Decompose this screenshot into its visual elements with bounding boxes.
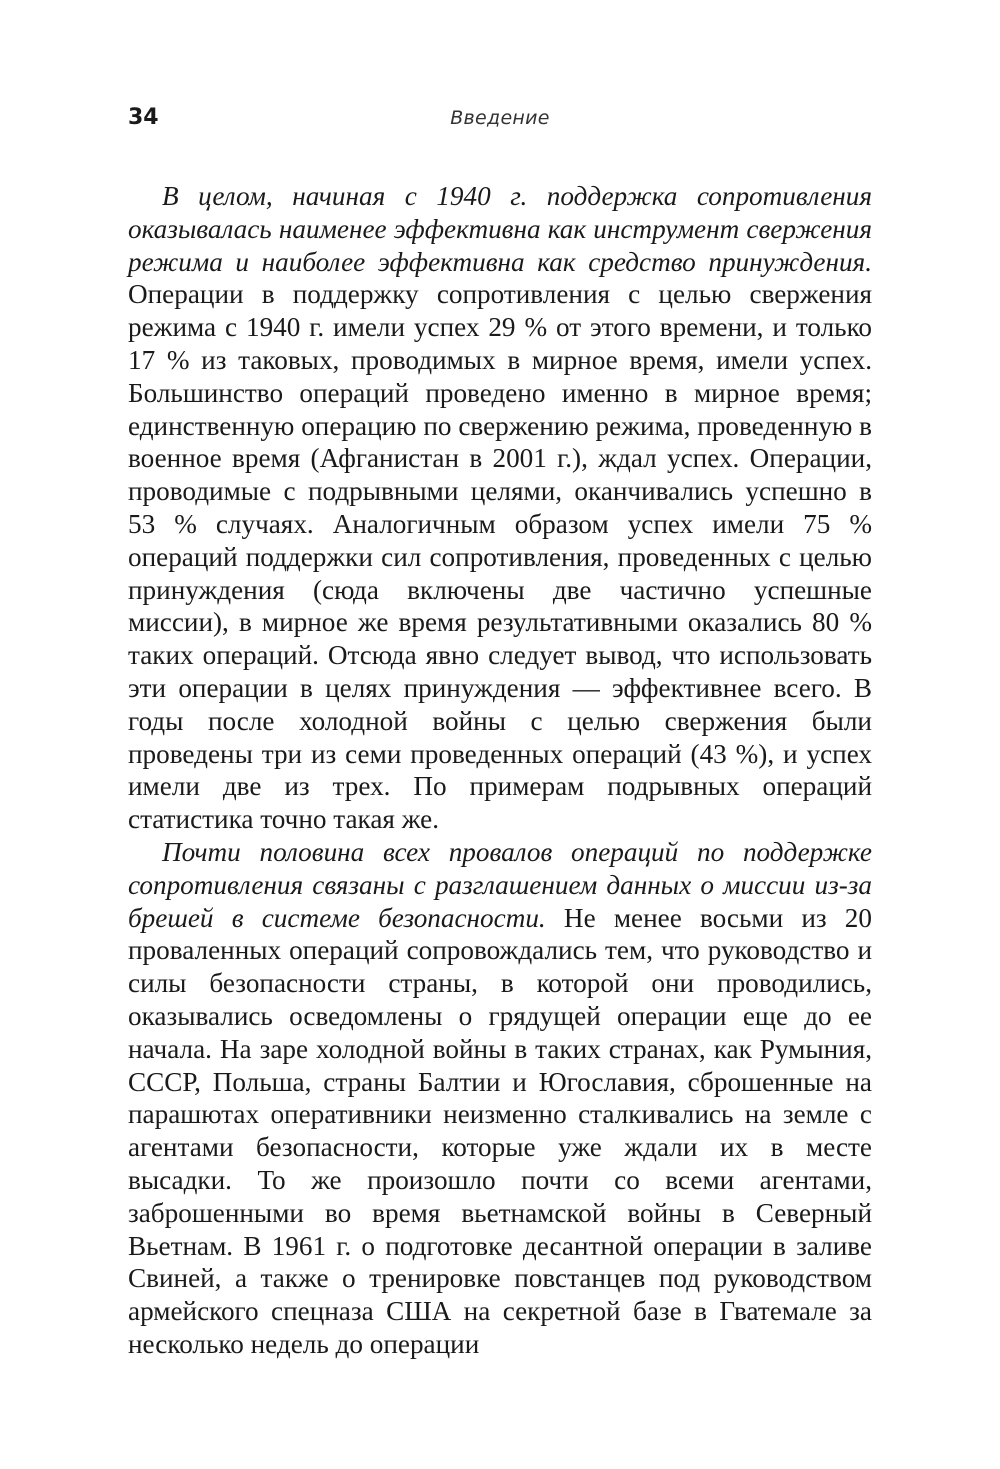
paragraph-2 [128, 836, 872, 1361]
paragraph-1-text: Операции в поддержку сопротивления с целью свержения режима с 1940 г. имели успех 29 % от этого времени, и только 17 % из таковых, проводимых в мирное время, имели успех. Большинство операций проведено именно в мирное время; единственную операцию по свержению режима, проведенную в военное время (Афганистан в 2001 г.), ждал успех. Операции, проводимые с подрывными целями, оканчивались успешно в 53 % случаях. Аналогичным образом успех имели 75 % операций поддержки сил сопротивления, проведенных с целью принуждения (сюда включены две частично успешные миссии), в мирное же время результативными оказались 80 % таких операций. Отсюда явно следует вывод, что использовать эти операции в целях принуждения — эффективнее всего. В годы после холодной войны с целью свержения были проведены три из семи проведенных операций (43 %), и успех имели две из трех. По примерам подрывных операций статистика точно такая же. [128, 279, 872, 835]
paragraph-1 [128, 180, 872, 836]
chapter-title: Введение [450, 107, 550, 129]
body-text [128, 180, 872, 1361]
page-number: 34 [128, 105, 159, 130]
running-header [128, 100, 872, 140]
paragraph-2-lead: Почти половина всех провалов операций по поддержке сопротивления связаны с разглашением данных о миссии из-за брешей в системе безопасности. [128, 836, 872, 933]
paragraph-1-lead: В целом, начиная с 1940 г. поддержка сопротивления оказывалась наименее эффективна как инструмент свержения режима и наиболее эффективна как средство принуждения. [128, 181, 872, 277]
paragraph-2-text: Не менее восьми из 20 проваленных операций сопровождались тем, что руководство и силы безопасности страны, в которой они проводились, оказывались осведомлены о грядущей операции еще до ее начала. На заре холодной войны в таких странах, как Румыния, СССР, Польша, страны Балтии и Югославия, сброшенные на парашютах оперативники неизменно сталкивались на земле с агентами безопасности, которые уже ждали их в месте высадки. То же произошло почти со всеми агентами, заброшенными во время вьетнамской войны в Северный Вьетнам. В 1961 г. о подготовке десантной операции в заливе Свиней, а также о тренировке повстанцев под руководством армейского спецназа США на секретной базе в Гватемале за несколько недель до операции [128, 902, 872, 1359]
